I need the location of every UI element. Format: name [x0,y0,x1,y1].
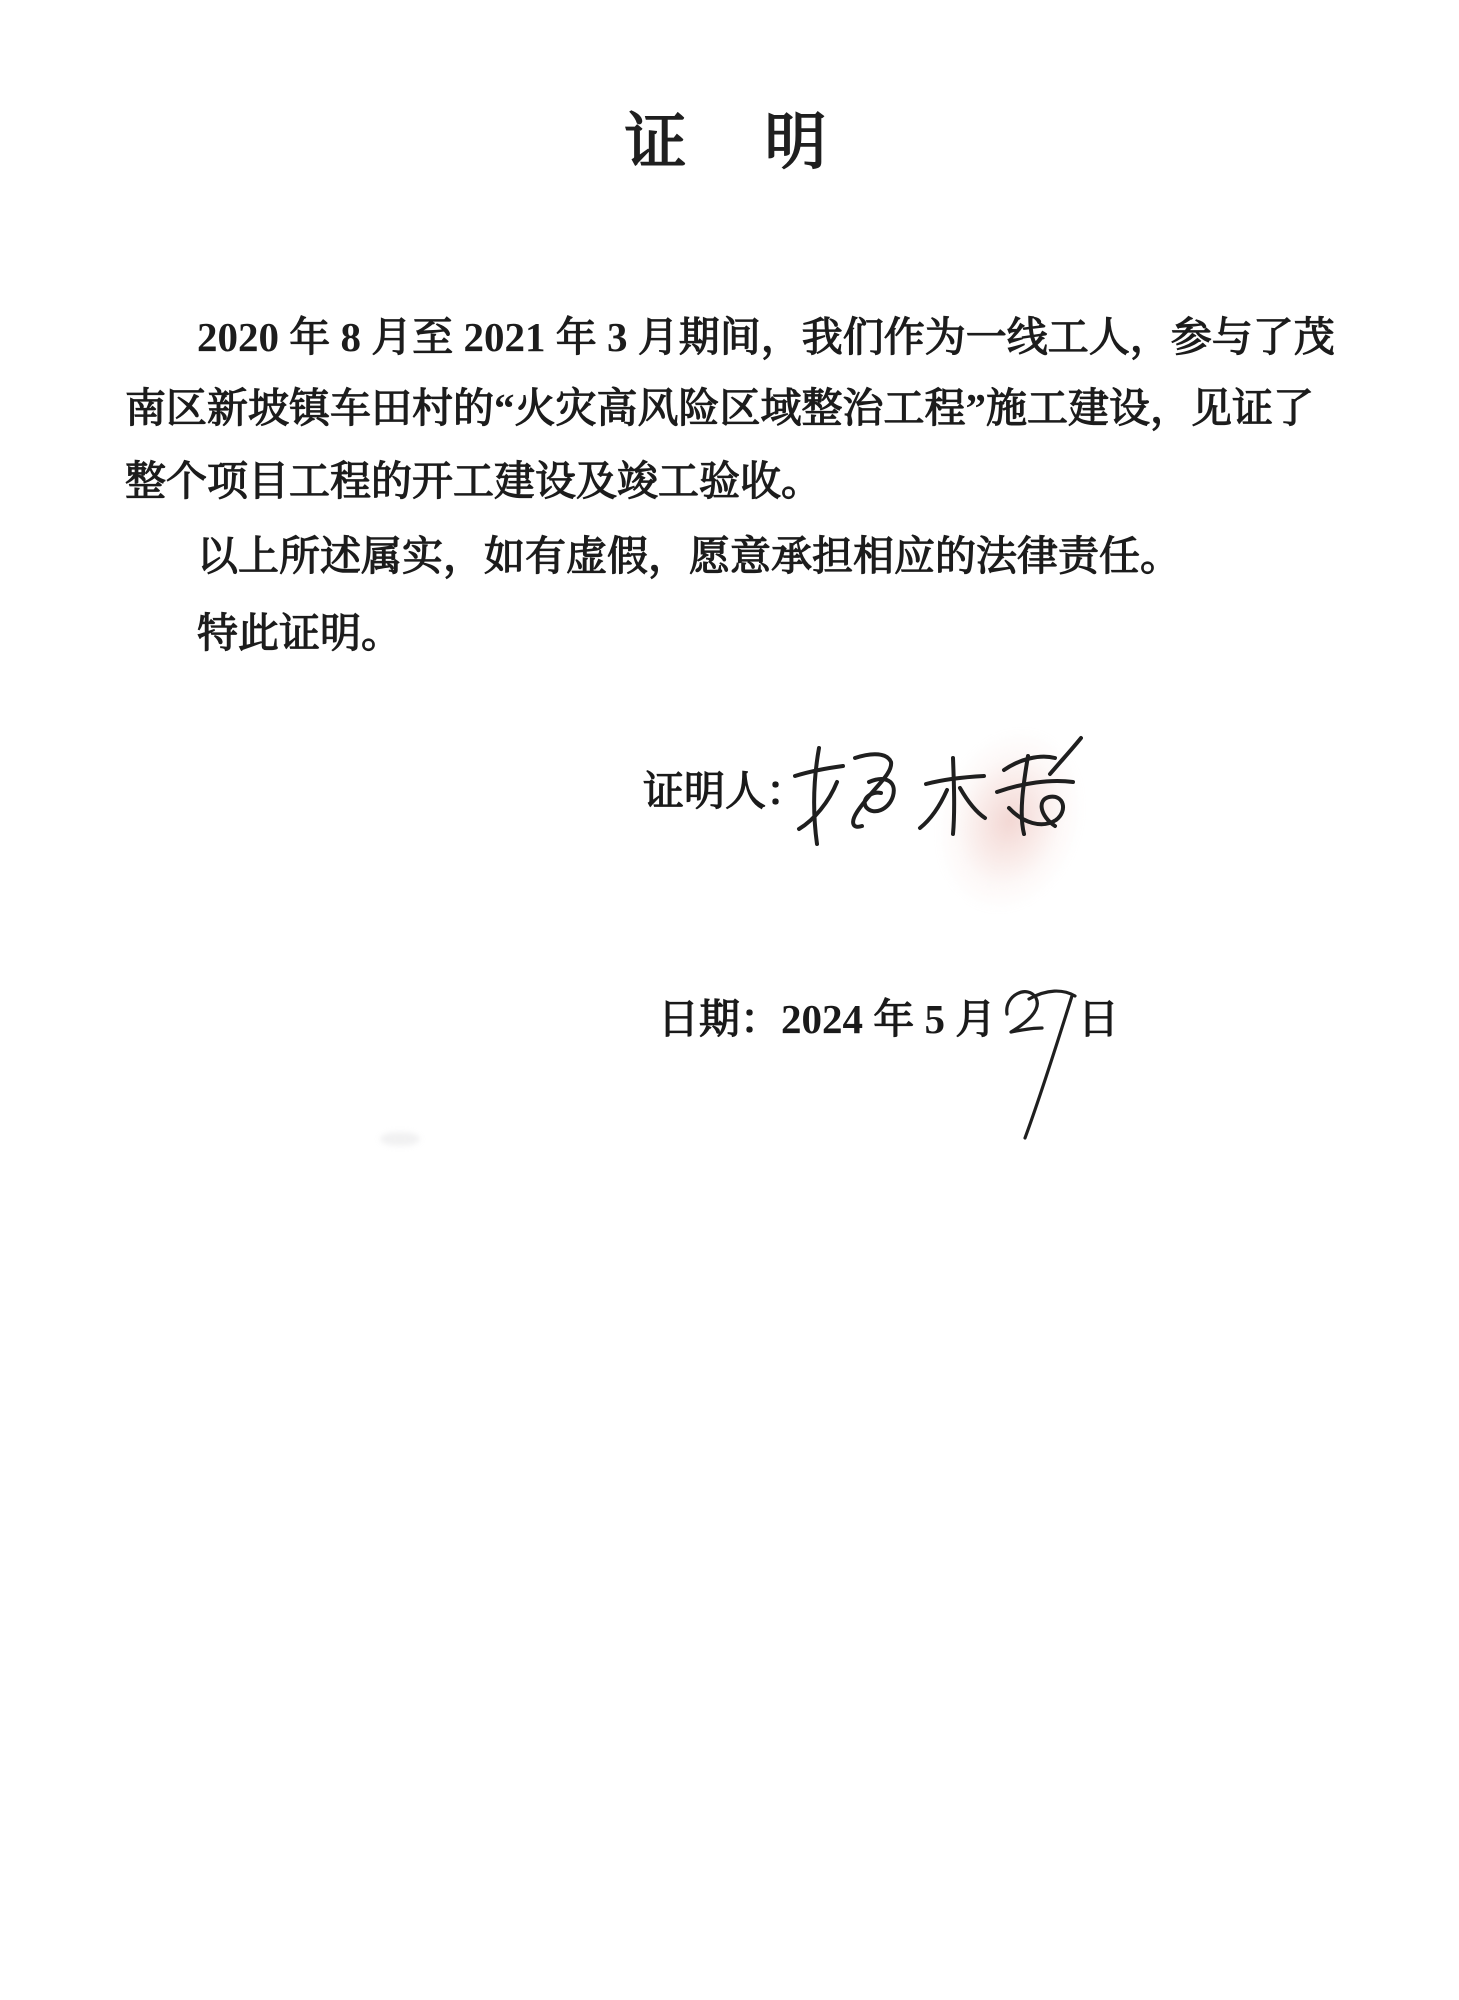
date-prefix: 日期：2024 年 5 月 [658,996,997,1042]
body-line-4: 以上所述属实，如有虚假，愿意承担相应的法律责任。 [197,533,1181,579]
body-line-3: 整个项目工程的开工建设及竣工验收。 [125,458,822,504]
body-line-5: 特此证明。 [197,610,402,656]
signature-handwriting [783,728,1083,878]
body-line-2: 南区新坡镇车田村的“火灾高风险区域整治工程”施工建设，见证了 [125,385,1314,431]
document-title: 证 明 [624,109,835,177]
scan-artifact [380,1132,420,1146]
date-suffix: 日 [1078,996,1119,1042]
body-line-1: 2020 年 8 月至 2021 年 3 月期间，我们作为一线工人，参与了茂 [197,314,1335,360]
signature-label: 证明人： [643,768,807,814]
day-handwriting [995,972,1083,1150]
